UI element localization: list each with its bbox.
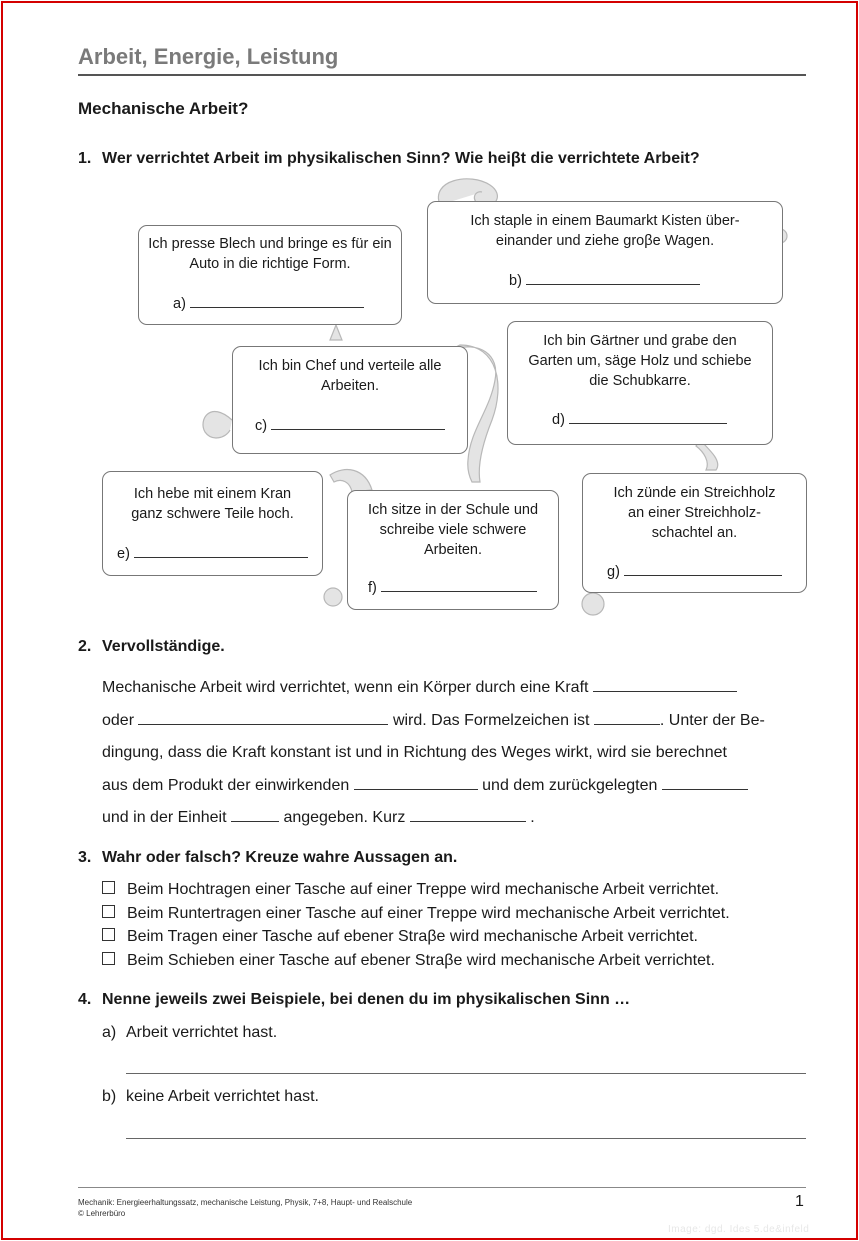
cloze-text bbox=[102, 672, 802, 835]
cloze-blank-4[interactable] bbox=[354, 773, 478, 790]
cloze-part-9: angegeben. Kurz bbox=[283, 809, 406, 826]
question-4a-text: Arbeit verrichtet hast. bbox=[126, 1024, 278, 1041]
cloze-blank-6[interactable] bbox=[231, 805, 279, 822]
bubble-g-answer bbox=[607, 561, 782, 582]
bubble-c-text: Ich bin Chef und verteile alle Arbeiten. bbox=[258, 358, 442, 394]
bubble-a-answer bbox=[173, 293, 364, 314]
cloze-part-3: wird. Das Formelzeichen ist bbox=[392, 711, 590, 729]
checkbox[interactable] bbox=[102, 928, 115, 941]
page-number: 1 bbox=[795, 1193, 804, 1210]
statement-text: Beim Hochtragen einer Tasche auf einer Treppe wird mechanische Arbeit verrichtet. bbox=[127, 881, 720, 898]
speech-bubble-a bbox=[138, 225, 402, 325]
question-1-number: 1. bbox=[78, 150, 92, 167]
answer-line-e[interactable] bbox=[134, 543, 308, 558]
footer-source: Mechanik: Energieerhaltungssatz, mechanische Leistung, Physik, 7+8, Haupt- und Realschule bbox=[78, 1198, 413, 1207]
cloze-blank-3[interactable] bbox=[594, 708, 660, 725]
statement-item bbox=[102, 949, 730, 973]
true-false-list bbox=[102, 878, 730, 972]
checkbox[interactable] bbox=[102, 952, 115, 965]
question-3-text: Wahr oder falsch? Kreuze wahre Aussagen an. bbox=[102, 849, 458, 866]
bubble-b-answer bbox=[509, 270, 700, 291]
statement-item bbox=[102, 902, 730, 926]
answer-label-c: c) bbox=[255, 418, 268, 434]
question-3-number: 3. bbox=[78, 849, 92, 866]
question-3-heading bbox=[78, 849, 457, 867]
cloze-part-7: und dem zurückgelegten bbox=[482, 776, 658, 794]
bubble-d-text: Ich bin Gärtner und grabe den Garten um, säge Holz und schiebe die Schubkarre. bbox=[528, 333, 752, 389]
answer-line-b[interactable] bbox=[526, 270, 700, 285]
cloze-blank-7[interactable] bbox=[410, 805, 526, 822]
statement-item bbox=[102, 878, 730, 902]
cloze-part-4: . Unter der Be- bbox=[659, 711, 765, 729]
question-2-text: Vervollständige. bbox=[102, 638, 225, 655]
answer-line-g[interactable] bbox=[624, 561, 782, 576]
question-1-text: Wer verrichtet Arbeit im physikalischen Sinn? Wie heiβt die verrichtete Arbeit? bbox=[102, 150, 700, 167]
answer-label-e: e) bbox=[117, 546, 130, 562]
answer-label-b: b) bbox=[509, 273, 522, 289]
speech-bubble-f bbox=[347, 490, 559, 610]
statement-item bbox=[102, 925, 730, 949]
cloze-part-2: oder bbox=[102, 711, 135, 729]
cloze-part-5: dingung, dass die Kraft konstant ist und in Richtung des Weges wirkt, wird sie berechnet bbox=[102, 744, 727, 761]
question-4a bbox=[102, 1024, 277, 1042]
answer-line-c[interactable] bbox=[271, 415, 445, 430]
answer-label-d: d) bbox=[552, 412, 565, 428]
question-4b-text: keine Arbeit verrichtet hast. bbox=[126, 1088, 319, 1105]
bubble-d-answer bbox=[552, 409, 727, 430]
answer-label-g: g) bbox=[607, 564, 620, 580]
speech-bubble-e bbox=[102, 471, 323, 576]
speech-bubble-b bbox=[427, 201, 783, 304]
footer-copyright: © Lehrerbüro bbox=[78, 1209, 126, 1218]
bubble-a-text: Ich presse Blech und bringe es für ein Auto in die richtige Form. bbox=[148, 236, 392, 272]
question-2-heading bbox=[78, 638, 225, 656]
footer bbox=[78, 1197, 412, 1219]
answer-line-a[interactable] bbox=[190, 293, 364, 308]
cloze-part-1: Mechanische Arbeit wird verrichtet, wenn ein Körper durch eine Kraft bbox=[102, 679, 589, 696]
page-title: Arbeit, Energie, Leistung bbox=[78, 44, 339, 69]
question-4a-label: a) bbox=[102, 1024, 117, 1041]
speech-bubble-d bbox=[507, 321, 773, 445]
answer-label-a: a) bbox=[173, 296, 186, 312]
bubble-b-text: Ich staple in einem Baumarkt Kisten über-einander und ziehe groβe Wagen. bbox=[470, 213, 740, 249]
bubble-e-answer bbox=[117, 543, 308, 564]
question-4b-label: b) bbox=[102, 1088, 117, 1105]
question-2-number: 2. bbox=[78, 638, 92, 655]
cloze-part-8: und in der Einheit bbox=[102, 809, 227, 826]
bubble-f-text: Ich sitze in der Schule und schreibe viele schwere Arbeiten. bbox=[367, 502, 539, 558]
watermark: Image: dgd. Ides 5.de&infeld bbox=[668, 1224, 810, 1235]
checkbox[interactable] bbox=[102, 905, 115, 918]
bubble-e-text: Ich hebe mit einem Kran ganz schwere Teile hoch. bbox=[131, 486, 294, 522]
speech-bubble-c bbox=[232, 346, 468, 454]
cloze-part-6: aus dem Produkt der einwirkenden bbox=[102, 776, 350, 794]
question-4-number: 4. bbox=[78, 991, 92, 1008]
answer-line-4a[interactable] bbox=[126, 1073, 806, 1074]
answer-line-4b[interactable] bbox=[126, 1138, 806, 1139]
checkbox[interactable] bbox=[102, 881, 115, 894]
bubble-c-answer bbox=[255, 415, 445, 436]
footer-rule bbox=[78, 1187, 806, 1188]
cloze-part-10: . bbox=[530, 809, 535, 826]
question-4b bbox=[102, 1088, 319, 1106]
question-4-text: Nenne jeweils zwei Beispiele, bei denen du im physikalischen Sinn … bbox=[102, 991, 631, 1008]
cloze-blank-2[interactable] bbox=[138, 708, 388, 725]
answer-label-f: f) bbox=[368, 580, 377, 596]
statement-text: Beim Tragen einer Tasche auf ebener Straβe wird mechanische Arbeit verrichtet. bbox=[127, 928, 698, 945]
cloze-blank-5[interactable] bbox=[662, 773, 748, 790]
statement-text: Beim Runtertragen einer Tasche auf einer Treppe wird mechanische Arbeit verrichtet. bbox=[127, 904, 730, 922]
cloze-blank-1[interactable] bbox=[593, 675, 737, 692]
bubble-f-answer bbox=[368, 577, 537, 598]
statement-text: Beim Schieben einer Tasche auf ebener Straβe wird mechanische Arbeit verrichtet. bbox=[127, 951, 715, 969]
answer-line-d[interactable] bbox=[569, 409, 727, 424]
speech-bubble-g bbox=[582, 473, 807, 593]
section-title: Mechanische Arbeit? bbox=[78, 99, 249, 118]
bubble-g-text: Ich zünde ein Streichholz an einer Streichholz-schachtel an. bbox=[613, 485, 776, 541]
question-4-heading bbox=[78, 991, 630, 1009]
answer-line-f[interactable] bbox=[381, 577, 537, 592]
